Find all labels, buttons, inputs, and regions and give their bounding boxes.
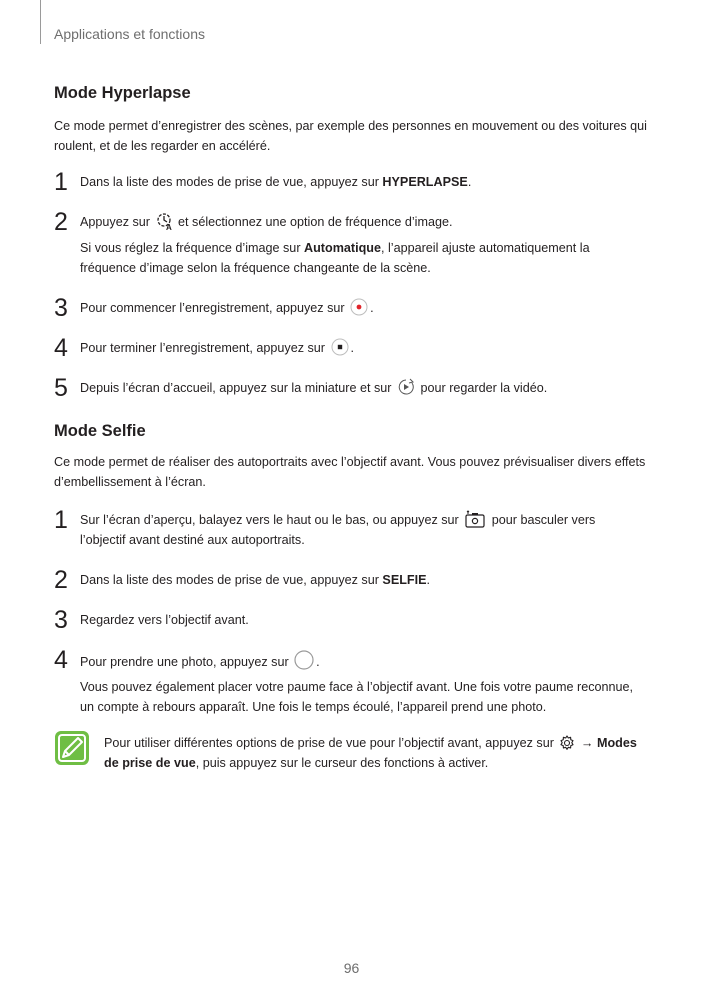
step-number: 3	[54, 294, 68, 322]
shutter-icon	[294, 650, 314, 670]
page-number: 96	[343, 960, 360, 976]
section-title-hyperlapse: Mode Hyperlapse	[54, 84, 191, 102]
stop-icon	[331, 338, 349, 356]
selfie-intro: Ce mode permet de réaliser des autoportraits avec l’objectif avant. Vous pouvez prévisualiser divers effets d’embellissement à l’écran.	[54, 455, 646, 489]
header-rule	[40, 0, 41, 44]
settings-icon	[559, 735, 575, 751]
section-title-selfie: Mode Selfie	[54, 422, 146, 440]
step-number: 4	[54, 334, 68, 362]
record-icon	[350, 298, 368, 316]
step-number: 3	[54, 606, 68, 634]
header-title: Applications et fonctions	[54, 26, 205, 42]
step-number: 4	[54, 646, 68, 674]
switch-camera-icon	[464, 510, 486, 528]
hyperlapse-intro: Ce mode permet d’enregistrer des scènes, par exemple des personnes en mouvement ou des voitures qui roulent, et de les regarder en accéléré.	[54, 119, 647, 153]
step-number: 5	[54, 374, 68, 402]
note-icon	[54, 730, 90, 766]
hyperlapse-step-2-detail: Si vous réglez la fréquence d’image sur Automatique, l’appareil ajuste automatiquement la fréquence d’image selon la fréquence changeante de la scène.	[80, 241, 590, 275]
step-number: 2	[54, 566, 68, 594]
frame-rate-icon	[156, 212, 173, 230]
step-number: 1	[54, 168, 68, 196]
play-icon	[397, 378, 415, 396]
note-text: Pour utiliser différentes options de prise de vue pour l’objectif avant, appuyez sur → Modes de prise de vue, puis appuyez sur le curseur des fonctions à activer.	[104, 736, 637, 770]
step-number: 1	[54, 506, 68, 534]
svg-text:A: A	[165, 223, 172, 230]
selfie-step-4-detail: Vous pouvez également placer votre paume face à l’objectif avant. Une fois votre paume reconnue, un compte à rebours apparaît. Une fois le temps écoulé, l’appareil prend une photo.	[80, 680, 634, 714]
step-number: 2	[54, 208, 68, 236]
